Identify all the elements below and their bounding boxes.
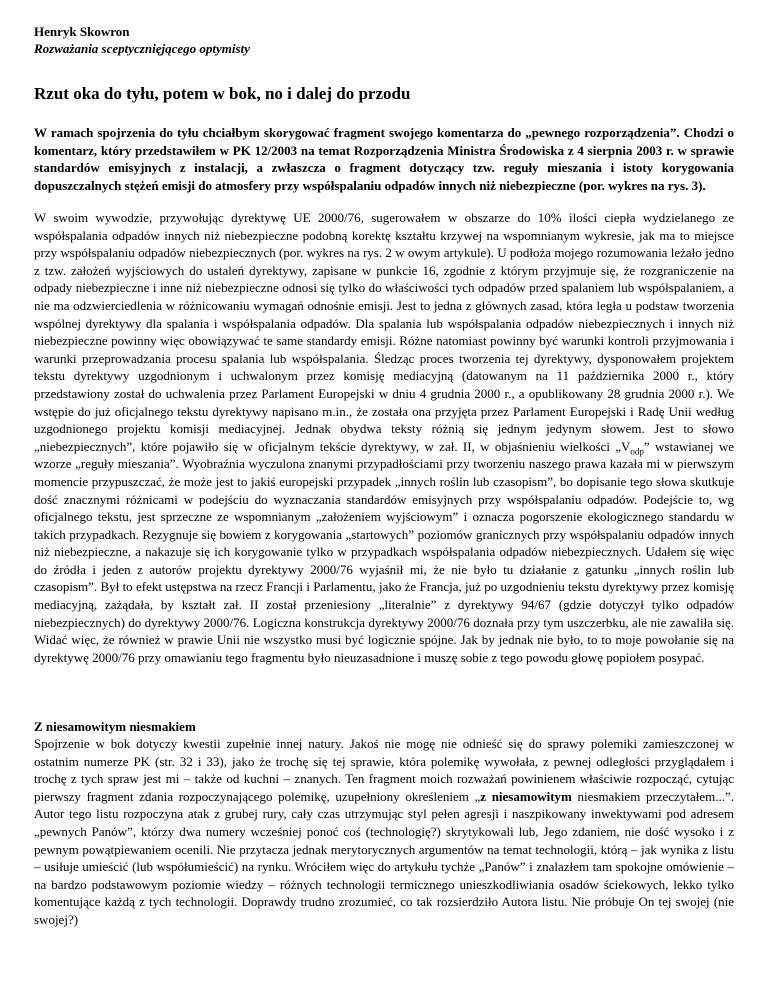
paragraph-2-part-b: niesmakiem przeczytałem...”. Autor tego listu rozpoczyna atak z grubej rury, cały czas utrzymując styl pełen agresji i naszpikowany inwektywami pod adresem „pewnych Panów”, którzy dwa numery wcześniej ponoć coś (technologię?) skrytykowali lub, Jego zdaniem, nie dość wysoko i z pewnym powątpiewaniem ocenili. Nie przytacza jednak merytorycznych argumentów na temat technologii, którą – jak wynika z listu – usiłuje umieścić (lub współumieścić) na rynku. Wróciłem więc do artykułu tychże „Panów” i znalazłem tam spokojne omówienie – na bardzo podstawowym poziomie wiedzy – różnych technologii termicznego unieszkodliwiania osadów ściekowych, lekko tylko komentujące każdą z tych technologii. Doprawdy trudno zrozumieć, co tak rozsierdziło Autora listu. Nie próbuje On tej swojej (nie swojej?): [34, 788, 735, 927]
paragraph-2: [34, 735, 734, 929]
section-heading: Z niesamowitym niesmakiem: [34, 719, 196, 734]
paragraph-1-part-b: ” wstawianej we wzorze „reguły mieszania”. Wyobraźnia wyczulona znanymi przypadłościami przy tworzeniu naszego prawa kazała mi w pierwszym momencie przypuszczać, że może jest to jakiś europejski przypadek „innych roślin lub czasopism”, bo dopisanie tego słowa skutkuje dość znacznymi różnicami w podejściu do wyznaczania standardów emisyjnych przy współspalaniu odpadów. Podejście to, wg oficjalnego tekstu, jest sprzeczne ze wspomnianym „założeniem wyjściowym” i oznacza pogorszenie ekologicznego standardu w takich przypadkach. Rezygnuje się bowiem z korygowania „startowych” poziomów granicznych przy współspalaniu odpadów innych niż niebezpieczne, a nakazuje się ich korygowanie tylko w przypadkach współspalania odpadów niebezpiecznych. Udałem się więc do źródła i jeden z autorów projektu dyrektywy 2000/76 wyjaśnił mi, że nie było tu działanie z gatunku „innych roślin lub czasopism”. Był to efekt ustępstwa na rzecz Francji i Parlamentu, jako że Francja, już po uzgodnieniu tekstu dyrektywy przez komisję mediacyjną, zażądała, by kształt zał. II został przeniesiony „literalnie” z dyrektywy 94/67 (gdzie dotyczył tylko odpadów niebezpiecznych) do dyrektywy 2000/76. Logiczna konstrukcja dyrektywy 2000/76 doznała przy tym uszczerbku, ale nie zawaliła się. Widać więc, że również w prawie Unii nie wszystko musi być logicznie spójne. Jak by jednak nie było, to to moje powołanie się na dyrektywę 2000/76 przy omawianiu tego fragmentu było nieuzasadnione i muszę sobie z tego powodu głowę popiołem posypać.: [34, 438, 734, 665]
article-title: Rzut oka do tyłu, potem w bok, no i dalej do przodu: [34, 84, 411, 103]
v-odp-subscript: odp: [630, 446, 644, 457]
paragraph-1-part-a: W swoim wywodzie, przywołując dyrektywę UE 2000/76, sugerowałem w obszarze do 10% ilości ciepła wydzielanego ze współspalania odpadów innych niż niebezpieczne podobną korektę kształtu krzywej na wspomnianym wykresie, jak ma to miejsce przy współspalaniu odpadów niebezpiecznych (por. wykres na rys. 2 w owym artykule). U podłoża mojego rozumowania leżało jedno z tzw. założeń wyjściowych do ustaleń dyrektywy, zapisane w punkcie 16, zgodnie z którym przyjmuje się, że rozgraniczenie na odpady niebezpieczne i inne niż niebezpieczne odnosi się tylko do właściwości tych odpadów przed spalaniem lub współspalaniem, a nie ma odzwierciedlenia w różnicowaniu wymagań odnośnie emisji. Jest to jedna z głównych zasad, która legła u podstaw tworzenia wspólnej dyrektywy dla spalania i współspalania odpadów. Dla spalania lub współspalania odpadów niebezpiecznych i innych niż niebezpieczne powinny więc obowiązywać te same standardy emisji. Różne natomiast powinny być warunki kontroli przyjmowania i warunki przeprowadzania procesu spalania lub współspalania. Śledząc proces tworzenia tej dyrektywy, dysponowałem projektem tekstu dyrektywy uzgodnionym i uchwalonym przez komisję mediacyjną (datowanym na 11 października 2000 r., który przedstawiony został do uchwalenia przez Parlament Europejski w dniu 4 grudnia 2000 r., a opublikowany 28 grudnia 2000 r.). We wstępie do już oficjalnego tekstu dyrektywy napisano m.in., że została ona przyjęta przez Parlament Europejski i Radę Unii według uzgodnionego projektu komisji mediacyjnej. Jednak obydwa teksty różnią się jednym jedynym słowem. Jest to słowo „niebezpiecznych”, które pojawiło się w oficjalnym tekście dyrektywy, w zał. II, w objaśnieniu wielkości „V: [34, 210, 734, 454]
paragraph-2-part-a: Spojrzenie w bok dotyczy kwestii zupełnie innej natury. Jakoś nie mogę nie odnieść się do sprawy polemiki zamieszczonej w ostatnim numerze PK (str. 32 i 33), jako że trochę się tej sprawie, która polemikę wywołała, z pewnej odległości przyglądałem i trochę z tych spraw jest mi – także od kuchni – znanych. Ten fragment moich rozważań powinienem właściwie rozpocząć, cytując pierwszy fragment zdania rozpoczynającego polemikę, uzupełniony określeniem „: [34, 736, 734, 804]
article-lead: W ramach spojrzenia do tyłu chciałbym skorygować fragment swojego komentarza do „pewnego rozporządzenia”. Chodzi o komentarz, który przedstawiłem w PK 12/2003 na temat Rozporządzenia Ministra Środowiska z 4 sierpnia 2003 r. w sprawie standardów emisyjnych z instalacji, a zwłaszcza o fragment dotyczący tzw. reguły mieszania i istoty korygowania dopuszczalnych stężeń emisji do atmosfery przy współspalaniu odpadów innych niż niebezpieczne (por. wykres na rys. 3).: [34, 125, 734, 193]
column-series-title: Rozważania sceptycznięjącego optymisty: [34, 41, 250, 56]
paragraph-2-bold-phrase: z niesamowitym: [480, 788, 572, 804]
paragraph-1: [34, 209, 734, 666]
author-name: Henryk Skowron: [34, 24, 130, 39]
